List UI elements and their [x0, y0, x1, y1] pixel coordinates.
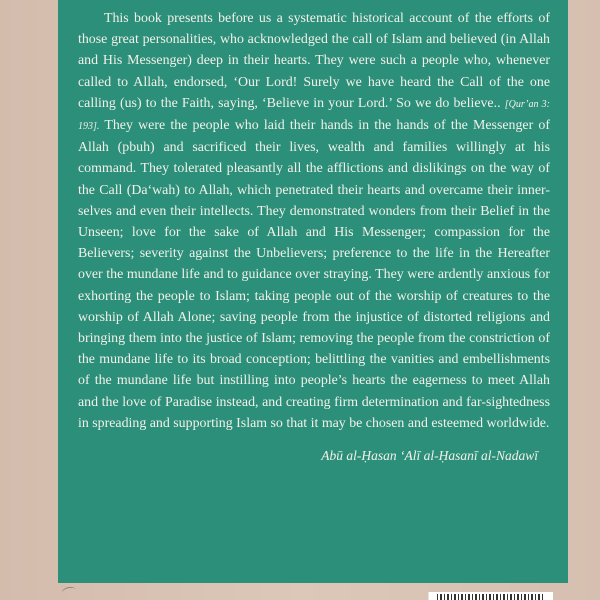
blurb-text: [78, 8, 550, 434]
author-signature: Abū al-Ḥasan ‘Alī al-Ḥasanī al-Nadawī: [321, 448, 538, 464]
blurb-text-part-2: They were the people who laid their hands in the hands of the Messenger of Allah (pbuh) and sacrificed their lives, wealth and families willingly at his command. They tolerated pleasantly all the afflictions and dislikings on the way of the Call (Da‘wah) to Allah, which penetrated their hearts and overcame their inner-selves and even their intellects. They demonstrated wonders from their Belief in the Unseen; love for the sake of Allah and His Messenger; compassion for the Believers; severity against the Unbelievers; preference to the life in the Hereafter over the mundane life and to guidance over straying. They were ardently anxious for exhorting the people to Islam; taking people out of the worship of creatures to the worship of Allah Alone; saving people from the injustice of distorted religions and bringing them into the justice of Islam; removing the people from the constriction of the mundane life to its broad conception; belittling the vanities and embellishments of the mundane life but instilling into people’s hearts the eagerness to meet Allah and the love of Paradise instead, and creating firm determination and far-sightedness in spreading and supporting Islam so that it may be chosen and esteemed worldwide.: [78, 118, 550, 431]
quran-reference: [Qur’an 3: 193].: [78, 98, 550, 133]
barcode-sticker: [428, 592, 553, 600]
barcode-icon: [437, 594, 545, 600]
blurb-text-part-1: This book presents before us a systematic historical account of the efforts of those great personalities, who acknowledged the call of Islam and believed (in Allah and His Messenger) deep in their hearts. They were such a people who, whenever called to Allah, endorsed, ‘Our Lord! Surely we have heard the Call of the one calling (us) to the Faith, saying, ‘Believe in your Lord.’ So we do believe..: [78, 11, 550, 111]
blurb-panel: [58, 0, 568, 583]
